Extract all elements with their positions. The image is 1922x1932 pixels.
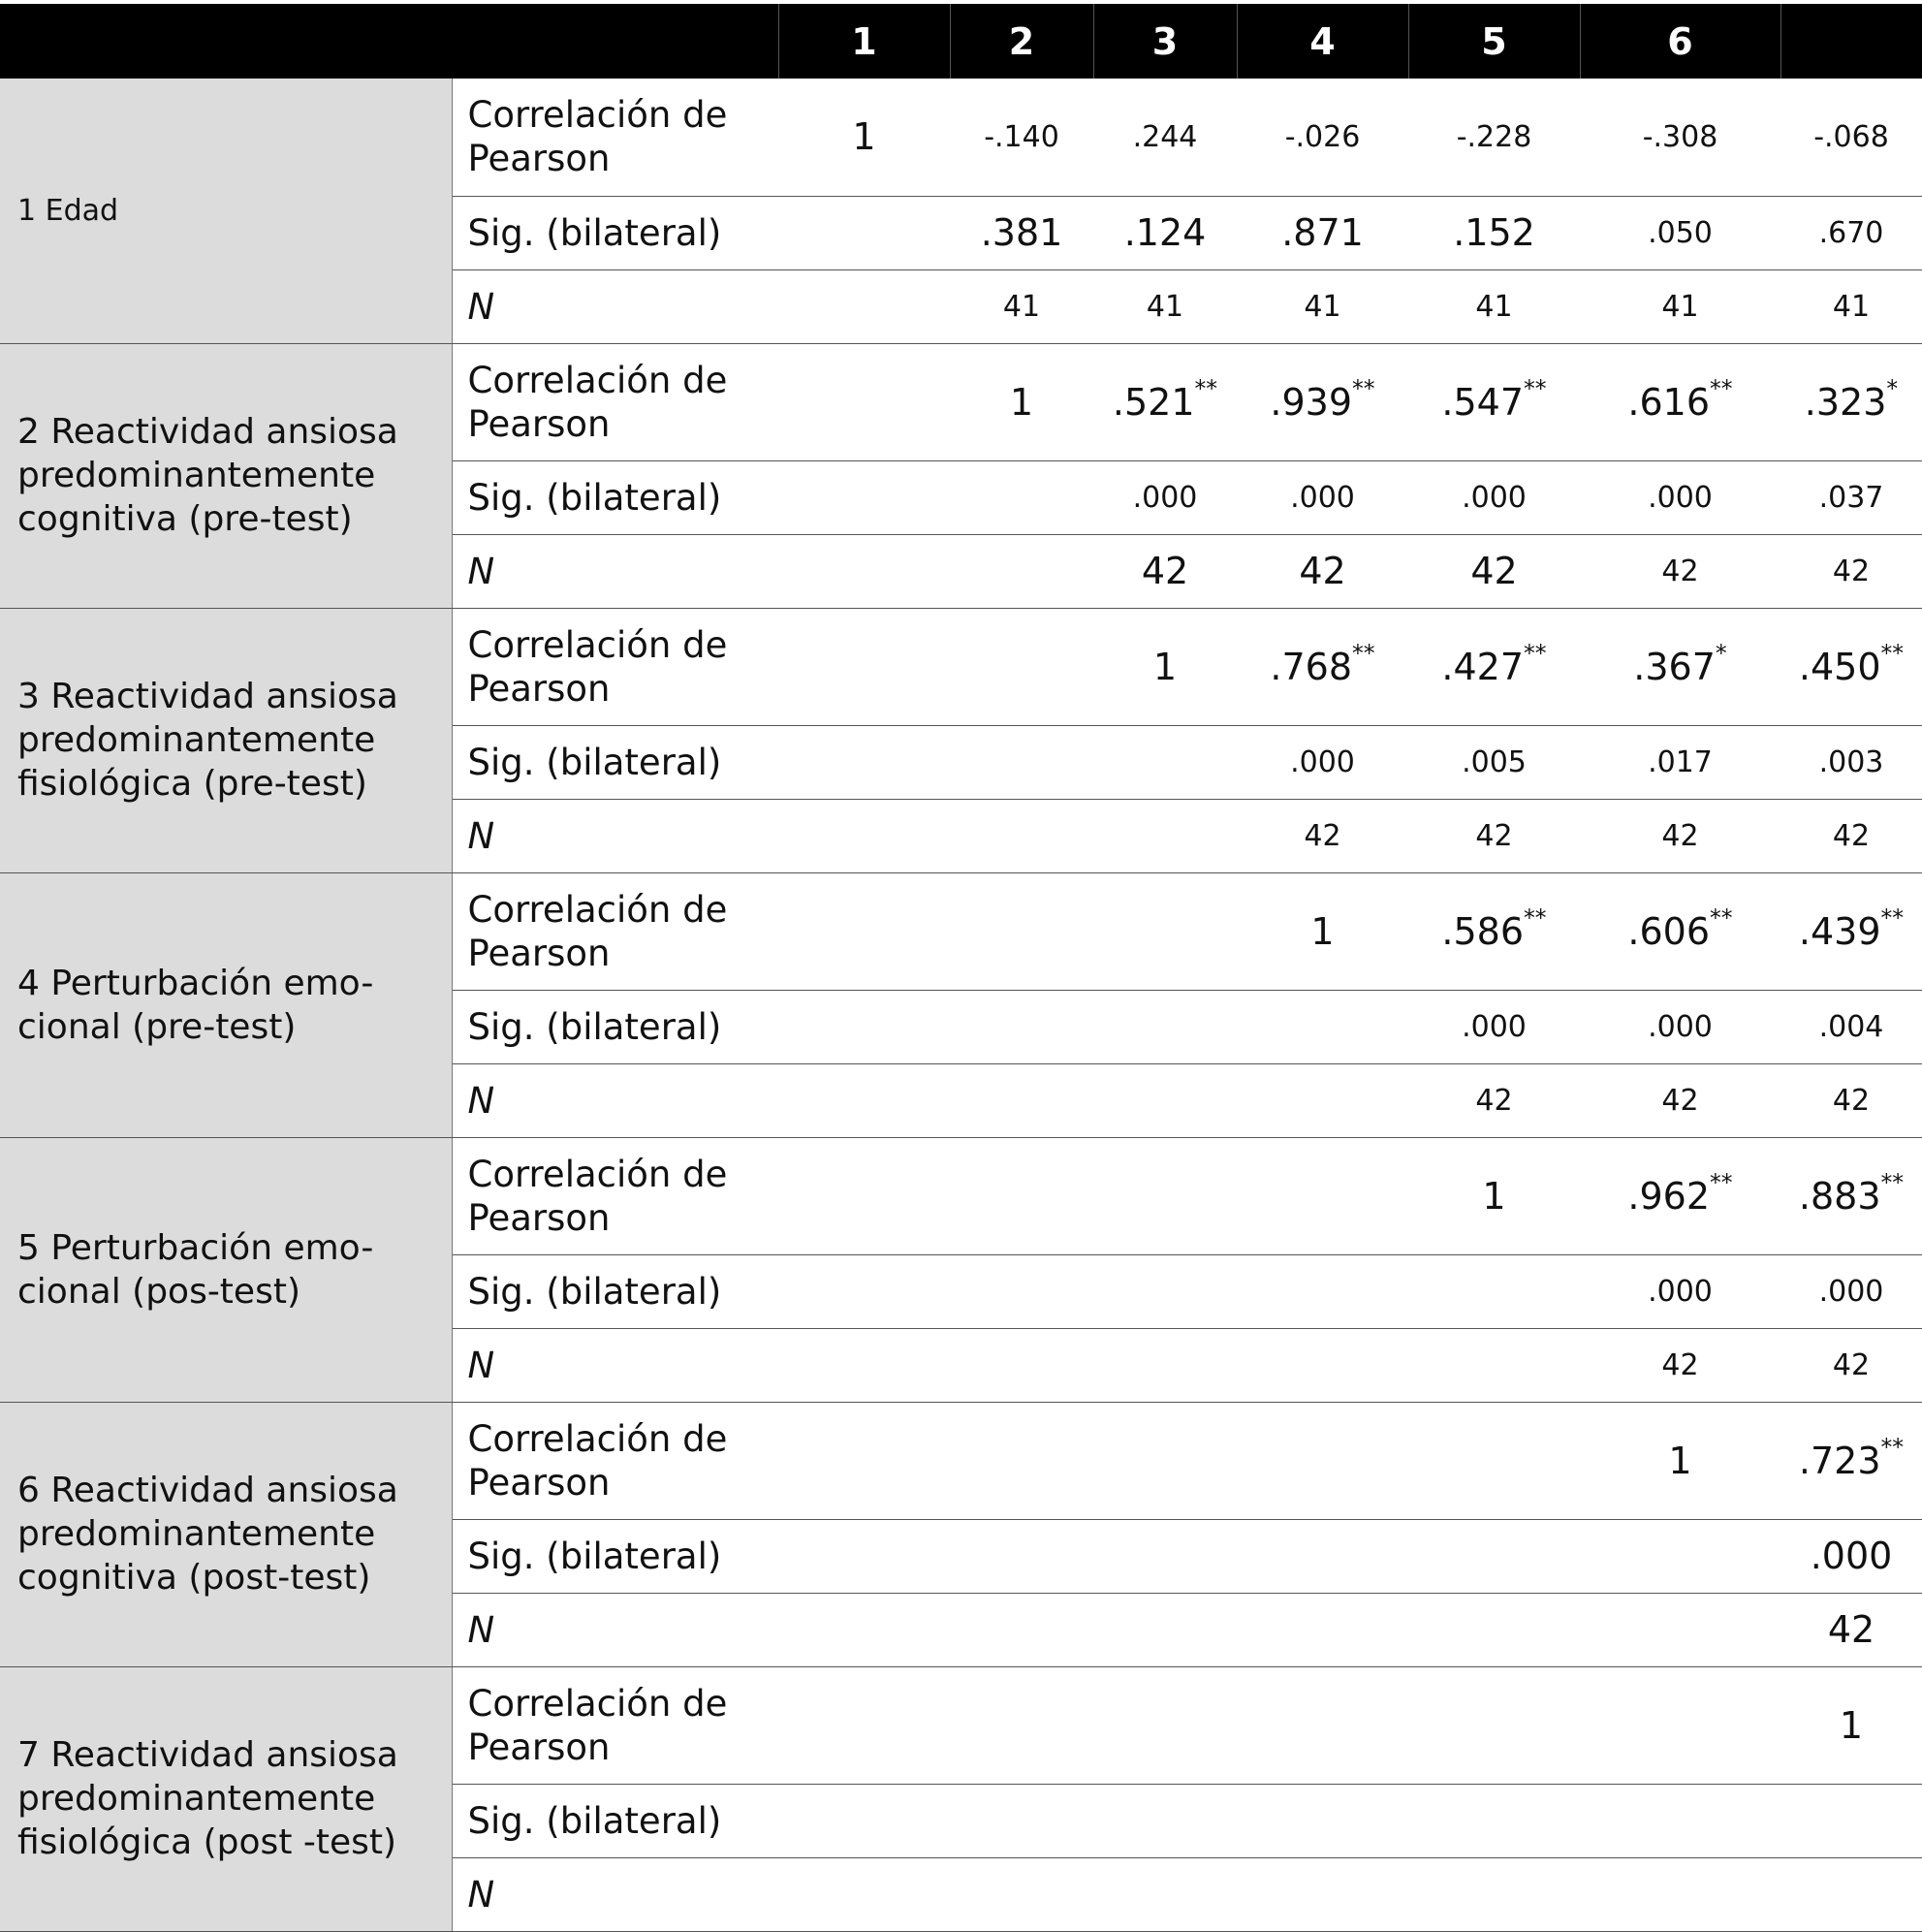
header-cell-6: 6 <box>1580 4 1780 79</box>
value-text: .244 <box>1132 119 1198 154</box>
value-cell <box>1093 79 1237 196</box>
significance-marker: * <box>1715 639 1727 667</box>
value-cell <box>778 343 950 460</box>
statistic-label: Sig. (bilateral) <box>452 725 778 799</box>
value-cell <box>1237 1784 1408 1857</box>
value-text: .670 <box>1818 215 1884 250</box>
value-text: -.140 <box>984 119 1059 154</box>
value-cell <box>1408 196 1580 269</box>
value-text: 41 <box>1832 289 1871 324</box>
value-text: .768 <box>1270 645 1353 688</box>
statistic-label: Sig. (bilateral) <box>452 1519 778 1593</box>
value-text: .547 <box>1441 380 1525 424</box>
statistic-label: N <box>452 269 778 343</box>
value-cell <box>1093 799 1237 872</box>
significance-marker: ** <box>1524 639 1547 667</box>
value-text: .124 <box>1123 211 1207 254</box>
statistic-label: N <box>452 1857 778 1931</box>
value-cell <box>1780 1857 1922 1931</box>
value-cell <box>1408 1137 1580 1254</box>
value-cell <box>1093 1137 1237 1254</box>
value-cell <box>1580 196 1780 269</box>
value-text: 41 <box>1304 289 1341 324</box>
variable-label: 1 Edad <box>0 79 452 343</box>
statistic-label: N <box>452 1063 778 1137</box>
value-text: .000 <box>1132 480 1198 515</box>
value-cell <box>1093 1666 1237 1784</box>
value-cell <box>1780 1666 1922 1784</box>
value-text: .000 <box>1462 480 1527 515</box>
significance-marker: ** <box>1880 639 1905 667</box>
value-text: 42 <box>1832 554 1871 588</box>
value-cell <box>1237 1666 1408 1784</box>
value-cell <box>1237 269 1408 343</box>
value-cell <box>1237 1063 1408 1137</box>
value-text: .586 <box>1441 909 1525 953</box>
value-text: 42 <box>1475 818 1513 853</box>
value-cell <box>950 1857 1093 1931</box>
value-cell <box>1237 1137 1408 1254</box>
value-cell <box>1580 1784 1780 1857</box>
value-cell <box>950 1784 1093 1857</box>
value-cell <box>1780 460 1922 534</box>
significance-marker: ** <box>1880 903 1905 932</box>
value-cell <box>1237 79 1408 196</box>
value-cell <box>1408 990 1580 1063</box>
value-cell <box>778 725 950 799</box>
statistic-label: Sig. (bilateral) <box>452 990 778 1063</box>
significance-marker: ** <box>1880 1168 1905 1196</box>
value-text: .000 <box>1290 744 1355 779</box>
value-cell <box>1780 1063 1922 1137</box>
value-cell <box>1408 1666 1580 1784</box>
value-cell <box>778 799 950 872</box>
value-text: .000 <box>1648 1009 1713 1044</box>
value-text: .003 <box>1818 744 1884 779</box>
significance-marker: ** <box>1710 374 1733 402</box>
value-cell <box>1580 1666 1780 1784</box>
value-cell <box>1408 608 1580 725</box>
significance-marker: ** <box>1352 639 1375 667</box>
value-cell <box>1237 799 1408 872</box>
value-cell <box>1580 534 1780 608</box>
value-cell <box>1780 1137 1922 1254</box>
value-text: .323 <box>1804 380 1887 424</box>
value-cell <box>1408 534 1580 608</box>
value-cell <box>950 1328 1093 1402</box>
value-cell <box>1237 608 1408 725</box>
value-cell <box>950 1402 1093 1519</box>
statistic-label: Correlación de Pearson <box>452 1402 778 1519</box>
value-cell <box>1237 1857 1408 1931</box>
value-cell <box>1093 1593 1237 1666</box>
value-text: -.228 <box>1456 119 1532 154</box>
value-cell <box>1408 725 1580 799</box>
value-cell <box>778 1519 950 1593</box>
value-cell <box>778 460 950 534</box>
value-cell <box>1408 460 1580 534</box>
value-text: 42 <box>1141 550 1189 592</box>
value-cell <box>1580 460 1780 534</box>
value-cell <box>1093 269 1237 343</box>
value-cell <box>1093 343 1237 460</box>
value-cell <box>1408 872 1580 990</box>
value-cell <box>950 269 1093 343</box>
value-cell <box>1780 534 1922 608</box>
statistic-label: N <box>452 534 778 608</box>
value-text: 1 <box>852 115 876 159</box>
variable-label: 2 Reactividad ansiosa predominantemente cognitiva (pre-test) <box>0 343 452 608</box>
variable-label: 7 Reactividad ansiosa predominantemente fisiológica (post -test) <box>0 1666 452 1931</box>
value-text: 42 <box>1832 1347 1871 1382</box>
value-text: -.026 <box>1284 119 1361 154</box>
value-cell <box>1093 1254 1237 1328</box>
value-cell <box>1093 460 1237 534</box>
value-cell <box>778 872 950 990</box>
value-cell <box>778 1666 950 1784</box>
value-text: .723 <box>1798 1439 1881 1482</box>
value-text: 42 <box>1827 1608 1875 1651</box>
value-cell <box>1580 872 1780 990</box>
table-row <box>0 343 1922 460</box>
value-text: .450 <box>1798 645 1881 688</box>
value-cell <box>1408 799 1580 872</box>
value-cell <box>778 990 950 1063</box>
value-cell <box>1580 725 1780 799</box>
value-cell <box>950 872 1093 990</box>
statistic-label: Correlación de Pearson <box>452 343 778 460</box>
value-cell <box>778 1063 950 1137</box>
value-cell <box>1093 1328 1237 1402</box>
value-cell <box>1780 608 1922 725</box>
value-cell <box>778 534 950 608</box>
significance-marker: ** <box>1194 374 1218 402</box>
value-cell <box>950 1137 1093 1254</box>
value-text: .871 <box>1281 211 1364 254</box>
value-cell <box>778 608 950 725</box>
value-cell <box>778 196 950 269</box>
value-cell <box>1093 534 1237 608</box>
table-row <box>0 1402 1922 1519</box>
value-cell <box>1580 1137 1780 1254</box>
value-cell <box>1580 990 1780 1063</box>
value-cell <box>778 269 950 343</box>
statistic-label: Correlación de Pearson <box>452 1666 778 1784</box>
value-cell <box>1093 1063 1237 1137</box>
value-cell <box>1093 990 1237 1063</box>
value-text: .152 <box>1453 211 1535 254</box>
significance-marker: ** <box>1524 903 1547 932</box>
header-cell <box>1780 4 1922 79</box>
value-cell <box>1780 1593 1922 1666</box>
value-text: .050 <box>1648 215 1713 250</box>
variable-label: 3 Reactividad ansiosa predominantemente fisiológica (pre-test) <box>0 608 452 872</box>
value-text: 42 <box>1661 1083 1699 1118</box>
value-cell <box>1093 608 1237 725</box>
value-text: .000 <box>1290 480 1355 515</box>
value-cell <box>1580 608 1780 725</box>
value-text: 42 <box>1832 818 1871 853</box>
value-cell <box>950 799 1093 872</box>
value-cell <box>950 196 1093 269</box>
value-cell <box>1780 725 1922 799</box>
significance-marker: ** <box>1710 903 1733 932</box>
value-cell <box>1580 1519 1780 1593</box>
value-text: .381 <box>980 211 1063 254</box>
value-cell <box>1237 990 1408 1063</box>
value-cell <box>1237 872 1408 990</box>
value-cell <box>778 1402 950 1519</box>
value-cell <box>1408 1857 1580 1931</box>
value-cell <box>1408 1063 1580 1137</box>
value-text: .883 <box>1798 1174 1881 1218</box>
value-text: 42 <box>1661 554 1699 588</box>
table-row <box>0 1666 1922 1784</box>
table-body <box>0 79 1922 1931</box>
variable-label: 6 Reactividad ansiosa predominantemente cognitiva (post-test) <box>0 1402 452 1666</box>
value-cell <box>950 1254 1093 1328</box>
value-cell <box>1780 1784 1922 1857</box>
value-cell <box>1237 460 1408 534</box>
header-cell-4: 4 <box>1237 4 1408 79</box>
value-cell <box>1093 196 1237 269</box>
value-cell <box>1237 1328 1408 1402</box>
value-text: .004 <box>1818 1009 1884 1044</box>
value-text: 1 <box>1310 909 1335 953</box>
correlation-table <box>0 4 1922 1932</box>
value-cell <box>1408 1254 1580 1328</box>
value-cell <box>1237 1254 1408 1328</box>
value-cell <box>778 1328 950 1402</box>
value-cell <box>1780 1519 1922 1593</box>
value-cell <box>1408 1784 1580 1857</box>
value-text: -.308 <box>1642 119 1718 154</box>
value-cell <box>1237 196 1408 269</box>
value-cell <box>1408 1402 1580 1519</box>
value-cell <box>1580 1402 1780 1519</box>
value-text: 42 <box>1475 1083 1513 1118</box>
value-text: 1 <box>1482 1174 1506 1218</box>
statistic-label: Sig. (bilateral) <box>452 196 778 269</box>
value-text: .000 <box>1810 1535 1893 1577</box>
variable-label: 4 Perturbación emo-cional (pre-test) <box>0 872 452 1137</box>
statistic-label: N <box>452 1328 778 1402</box>
value-cell <box>1780 1254 1922 1328</box>
value-cell <box>1408 79 1580 196</box>
statistic-label: Sig. (bilateral) <box>452 1254 778 1328</box>
value-cell <box>1580 79 1780 196</box>
value-text: .017 <box>1648 744 1713 779</box>
statistic-label: Correlación de Pearson <box>452 1137 778 1254</box>
significance-marker: ** <box>1352 374 1375 402</box>
value-cell <box>1580 1254 1780 1328</box>
statistic-label: Sig. (bilateral) <box>452 1784 778 1857</box>
value-text: 1 <box>1668 1439 1692 1482</box>
value-cell <box>1408 1519 1580 1593</box>
significance-marker: ** <box>1710 1168 1733 1196</box>
value-cell <box>778 1784 950 1857</box>
statistic-label: Correlación de Pearson <box>452 608 778 725</box>
variable-label: 5 Perturbación emo-cional (pos-test) <box>0 1137 452 1402</box>
significance-marker: * <box>1886 374 1899 402</box>
value-text: .005 <box>1462 744 1527 779</box>
value-cell <box>950 1593 1093 1666</box>
significance-marker: ** <box>1880 1433 1905 1461</box>
value-text: .000 <box>1648 480 1713 515</box>
value-text: .000 <box>1818 1274 1884 1309</box>
value-cell <box>1580 1063 1780 1137</box>
value-text: .427 <box>1441 645 1525 688</box>
value-cell <box>1408 1328 1580 1402</box>
value-cell <box>1237 1402 1408 1519</box>
value-text: 42 <box>1304 818 1341 853</box>
header-cell-1: 1 <box>778 4 950 79</box>
value-text: 1 <box>1152 645 1178 688</box>
value-cell <box>1780 799 1922 872</box>
value-cell <box>1780 1328 1922 1402</box>
value-cell <box>1780 79 1922 196</box>
value-cell <box>1237 343 1408 460</box>
value-cell <box>1093 1857 1237 1931</box>
header-cell-5: 5 <box>1408 4 1580 79</box>
value-text: .439 <box>1798 909 1881 953</box>
value-cell <box>1780 269 1922 343</box>
value-text: .939 <box>1270 380 1353 424</box>
header-row <box>0 4 1922 79</box>
header-cell-2: 2 <box>950 4 1093 79</box>
value-cell <box>1580 1857 1780 1931</box>
value-cell <box>1580 269 1780 343</box>
value-cell <box>950 460 1093 534</box>
value-cell <box>778 79 950 196</box>
value-cell <box>1780 196 1922 269</box>
value-cell <box>950 725 1093 799</box>
value-cell <box>1580 1593 1780 1666</box>
statistic-label: N <box>452 799 778 872</box>
value-cell <box>1780 1402 1922 1519</box>
value-cell <box>1093 725 1237 799</box>
value-text: 41 <box>1475 289 1513 324</box>
value-cell <box>1780 872 1922 990</box>
value-cell <box>950 79 1093 196</box>
value-cell <box>950 343 1093 460</box>
value-cell <box>1580 343 1780 460</box>
value-cell <box>1237 725 1408 799</box>
value-cell <box>778 1593 950 1666</box>
value-cell <box>950 1519 1093 1593</box>
value-text: .616 <box>1627 380 1711 424</box>
value-cell <box>950 1063 1093 1137</box>
value-cell <box>1780 990 1922 1063</box>
value-cell <box>1780 343 1922 460</box>
table-row <box>0 1137 1922 1254</box>
significance-marker: ** <box>1524 374 1547 402</box>
value-text: 1 <box>1009 380 1034 424</box>
statistic-label: N <box>452 1593 778 1666</box>
table-row <box>0 872 1922 990</box>
value-cell <box>1237 1519 1408 1593</box>
value-cell <box>1580 799 1780 872</box>
value-text: -.068 <box>1813 119 1889 154</box>
table-row <box>0 608 1922 725</box>
header-cell <box>452 4 778 79</box>
value-text: 42 <box>1299 550 1346 592</box>
value-cell <box>950 1666 1093 1784</box>
statistic-label: Correlación de Pearson <box>452 872 778 990</box>
value-text: 42 <box>1832 1083 1871 1118</box>
value-cell <box>1408 1593 1580 1666</box>
header-cell-3: 3 <box>1093 4 1237 79</box>
value-text: .367 <box>1633 645 1716 688</box>
value-cell <box>1093 872 1237 990</box>
table-row <box>0 79 1922 196</box>
value-cell <box>1408 343 1580 460</box>
value-cell <box>950 990 1093 1063</box>
value-cell <box>1237 1593 1408 1666</box>
value-text: 42 <box>1470 550 1518 592</box>
value-cell <box>1093 1519 1237 1593</box>
value-text: 41 <box>1146 289 1184 324</box>
statistic-label: Sig. (bilateral) <box>452 460 778 534</box>
value-text: .606 <box>1627 909 1711 953</box>
value-cell <box>950 608 1093 725</box>
value-cell <box>950 534 1093 608</box>
value-text: 1 <box>1839 1703 1864 1747</box>
value-cell <box>778 1857 950 1931</box>
value-text: 42 <box>1661 1347 1699 1382</box>
value-text: .962 <box>1627 1174 1711 1218</box>
value-text: .037 <box>1818 480 1884 515</box>
value-cell <box>1237 534 1408 608</box>
value-cell <box>1093 1402 1237 1519</box>
value-cell <box>1408 269 1580 343</box>
value-text: 42 <box>1661 818 1699 853</box>
value-cell <box>1580 1328 1780 1402</box>
statistic-label: Correlación de Pearson <box>452 79 778 196</box>
value-text: 41 <box>1002 289 1041 324</box>
value-text: .000 <box>1648 1274 1713 1309</box>
value-cell <box>778 1137 950 1254</box>
value-cell <box>1093 1784 1237 1857</box>
header-cell <box>0 4 452 79</box>
value-text: 41 <box>1661 289 1699 324</box>
value-cell <box>778 1254 950 1328</box>
value-text: .521 <box>1112 380 1195 424</box>
value-text: .000 <box>1462 1009 1527 1044</box>
